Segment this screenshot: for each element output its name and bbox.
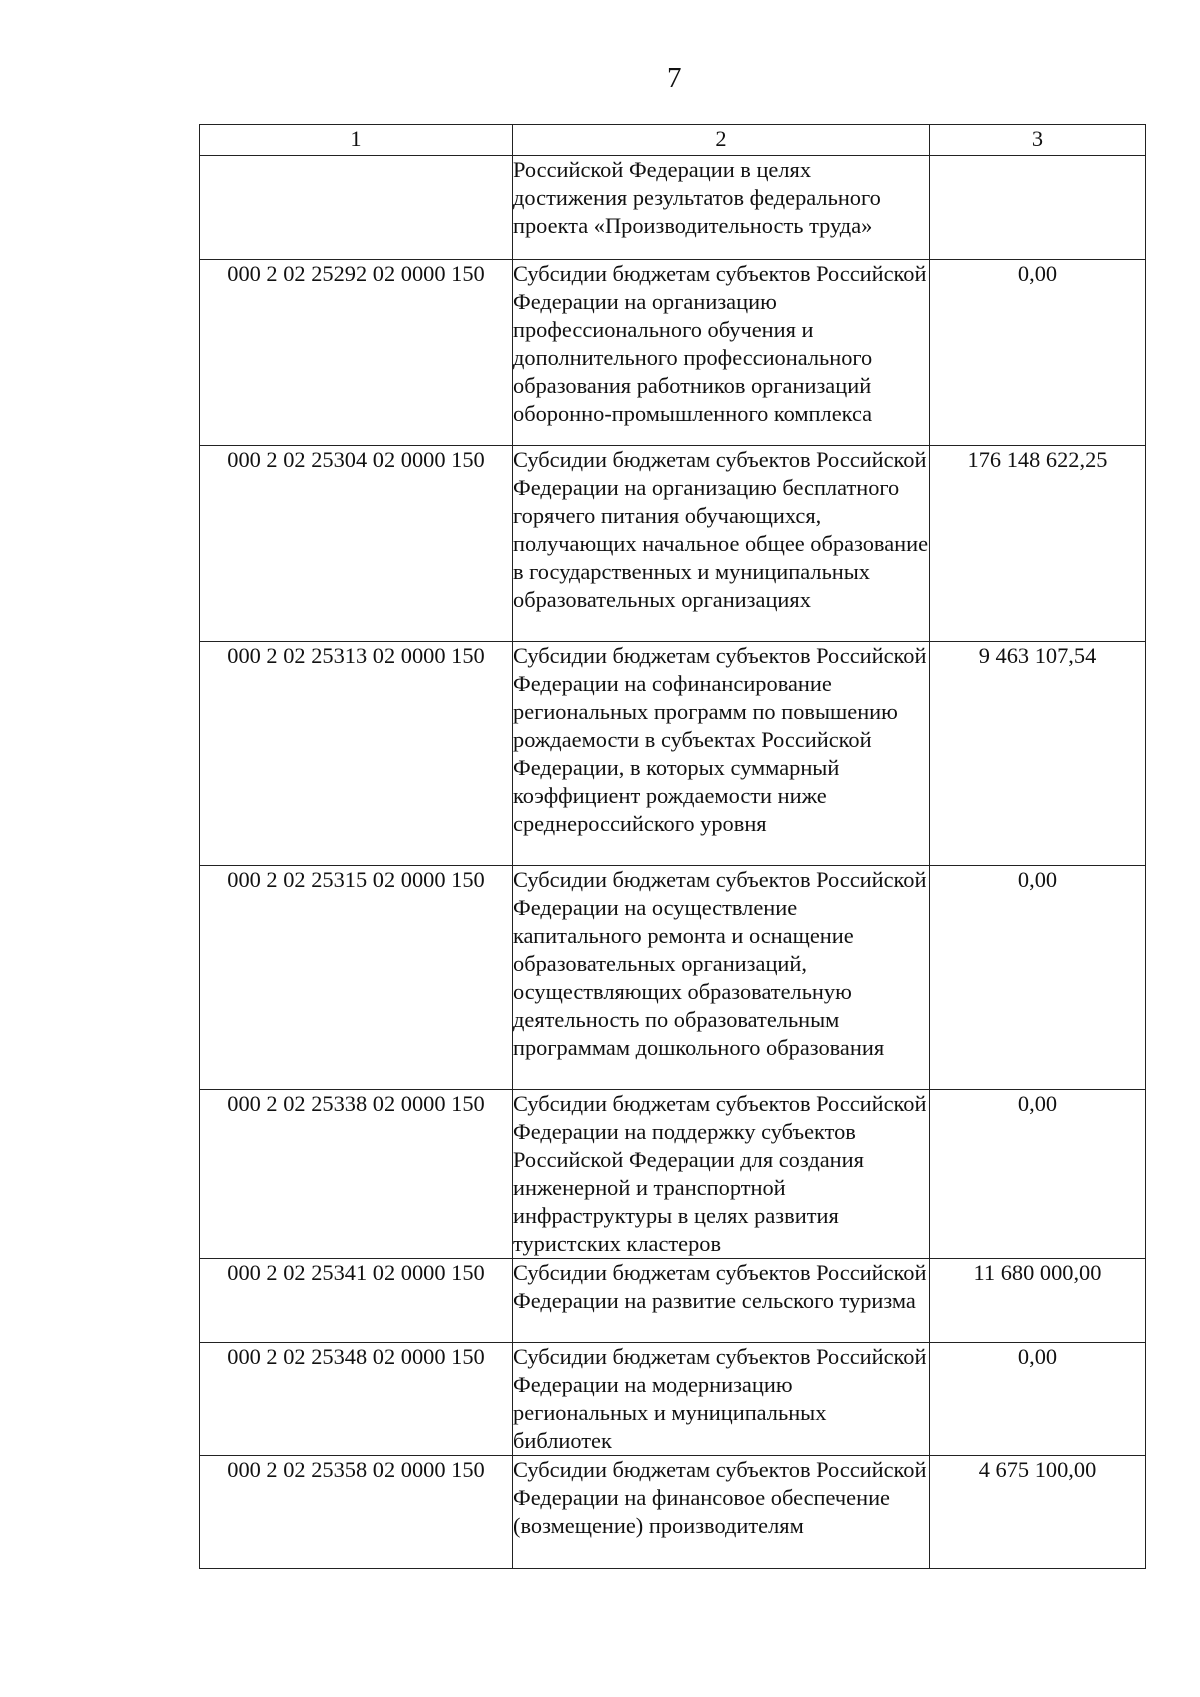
row-description: Субсидии бюджетам субъектов Российской Федерации на организацию бесплатного горячего питания обучающихся, получающих начальное общее образование в государственных и муниципальных образовательных организациях (513, 446, 930, 642)
row-code (200, 156, 513, 260)
row-code: 000 2 02 25304 02 0000 150 (200, 446, 513, 642)
column-header-1: 1 (200, 125, 513, 156)
column-header-3: 3 (930, 125, 1146, 156)
row-code: 000 2 02 25338 02 0000 150 (200, 1090, 513, 1259)
row-code: 000 2 02 25348 02 0000 150 (200, 1343, 513, 1456)
row-amount: 4 675 100,00 (930, 1456, 1146, 1569)
column-header-2: 2 (513, 125, 930, 156)
row-description: Субсидии бюджетам субъектов Российской Федерации на организацию профессионального обучения и дополнительного профессионального образования работников организаций оборонно-промышленного комплекса (513, 260, 930, 446)
table-row (200, 642, 1146, 866)
row-amount: 9 463 107,54 (930, 642, 1146, 866)
row-code: 000 2 02 25313 02 0000 150 (200, 642, 513, 866)
row-amount: 0,00 (930, 866, 1146, 1090)
row-amount: 11 680 000,00 (930, 1259, 1146, 1343)
table-row (200, 1343, 1146, 1456)
table-row (200, 1456, 1146, 1569)
row-code: 000 2 02 25358 02 0000 150 (200, 1456, 513, 1569)
row-description: Субсидии бюджетам субъектов Российской Федерации на развитие сельского туризма (513, 1259, 930, 1343)
table-header-row (200, 125, 1146, 156)
page-number: 7 (667, 62, 682, 94)
row-amount: 0,00 (930, 1090, 1146, 1259)
row-description: Российской Федерации в целях достижения результатов федерального проекта «Производительность труда» (513, 156, 930, 260)
row-amount: 0,00 (930, 1343, 1146, 1456)
budget-table (199, 124, 1146, 1569)
row-amount (930, 156, 1146, 260)
row-code: 000 2 02 25315 02 0000 150 (200, 866, 513, 1090)
row-description: Субсидии бюджетам субъектов Российской Федерации на осуществление капитального ремонта и оснащение образовательных организаций, осуществляющих образовательную деятельность по образовательным программам дошкольного образования (513, 866, 930, 1090)
table-row (200, 1259, 1146, 1343)
row-code: 000 2 02 25341 02 0000 150 (200, 1259, 513, 1343)
row-amount: 0,00 (930, 260, 1146, 446)
table-row (200, 866, 1146, 1090)
row-description: Субсидии бюджетам субъектов Российской Федерации на финансовое обеспечение (возмещение) производителям (513, 1456, 930, 1569)
table-row (200, 1090, 1146, 1259)
row-description: Субсидии бюджетам субъектов Российской Федерации на софинансирование региональных программ по повышению рождаемости в субъектах Российской Федерации, в которых суммарный коэффициент рождаемости ниже среднероссийского уровня (513, 642, 930, 866)
table-row (200, 446, 1146, 642)
row-description: Субсидии бюджетам субъектов Российской Федерации на поддержку субъектов Российской Федерации для создания инженерной и транспортной инфраструктуры в целях развития туристских кластеров (513, 1090, 930, 1259)
row-description: Субсидии бюджетам субъектов Российской Федерации на модернизацию региональных и муниципальных библиотек (513, 1343, 930, 1456)
row-code: 000 2 02 25292 02 0000 150 (200, 260, 513, 446)
table-row (200, 260, 1146, 446)
row-amount: 176 148 622,25 (930, 446, 1146, 642)
table-row (200, 156, 1146, 260)
